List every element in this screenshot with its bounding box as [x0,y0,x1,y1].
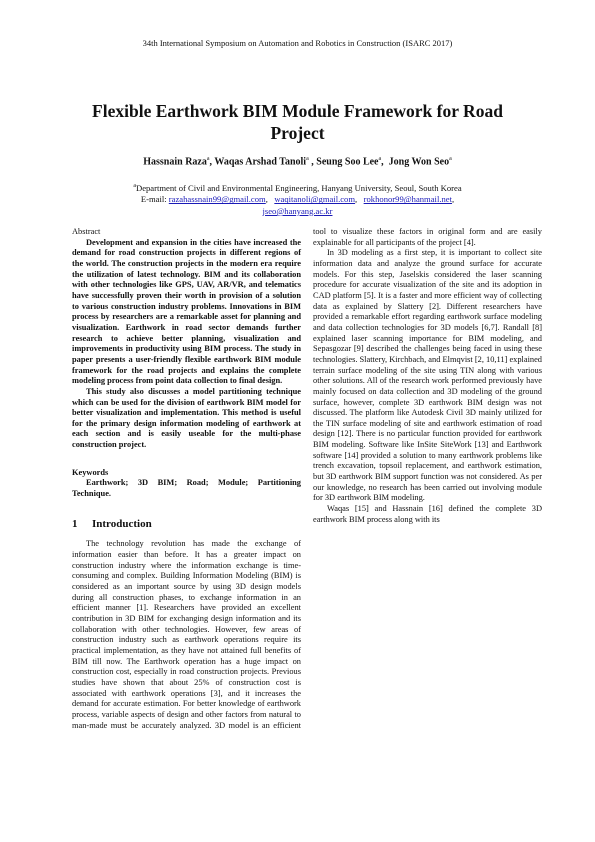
keywords-heading: Keywords [72,467,109,477]
section-heading [72,519,301,530]
author-name: Hassnain Raza [143,156,207,168]
body-paragraph: The technology revolution has made the exchange of information easier than before. It has a greater impact on construction industry where the information exchange is time-consuming and complex. Building Information Modeling (BIM) is considered as an important source by using 3D design models during all construction phases, to exchange information in an efficient manner [1]. Researchers have provided an excellent contribution in 3D BIM for exchanging design information and its collaboration with other technologies. However, few areas of construction industry such as earthwork operations require its practical implementation, as they have not attained full benefits of BIM till now. The Earthwork operation has a huge impact on construction cost, especially in road construction projects. Previous studies have shown that about 25% of construction cost is associated with earthwork operations [3], and it increases the demand for accurate estimation. For better knowledge of earthwork process, variable aspects of design and other factors from natural to man-made must be accurately analyzed. 3D model is an efficient [72,539,301,730]
author-affil-mark: a [206,156,210,162]
paper-title: Flexible Earthwork BIM Module Framework for Road Project [92,101,503,143]
section-number: 1 [72,517,78,530]
author-affil-mark: a [449,156,452,162]
author-list: Hassnain Raza$^a$, Waqas Arshad Tanoli$^a$ , Seung Soo Lee$^a$, Jong Won Seo$^a$ [143,156,452,168]
author-name: Waqas Arshad Tanoli [214,156,307,168]
affiliation-block [40,181,555,217]
email-line: E-mail: razahassnain99@gmail.com, waqitanoli@gmail.com, rokhonor99@hanmail.net, [140,194,455,205]
section-title: Introduction [92,517,152,530]
email-link[interactable]: waqitanoli@gmail.com [274,194,356,205]
email-link[interactable]: jseo@hanyang.ac.kr [262,205,333,216]
email-label: E-mail: [140,194,167,205]
affiliation-mark: a [133,183,136,189]
author-name: Seung Soo Lee [316,156,379,168]
body-paragraph: In 3D modeling as a first step, it is important to collect site information data and analyze the ground surface for accurate models. For this step, Jaselskis considered the laser scanning procedure for accurate visualization of the site and its adoption in CAD platform [5]. It is a faster and more efficient way of collecting data as explained by Slattery [2]. Different researchers have provided a remarkable effort regarding earthwork surface modeling and data collection technologies for 3D models [6,7]. Randall [8] explained laser scanning importance for BIM modeling, and Sepasgozar [9] described the challenges being faced in using these technologies. Slattery, Kirchbach, and Elmqvist [2, 10,11] explained terrain surface modeling of the site using TIN along with various other solutions. All of the research work performed previously have mainly focused on data collection and 3D modeling of the ground surface, however, complete 3D earthwork BIM design was not discussed. The platform like Autodesk Civil 3D mainly utilized for the TIN surface modeling of site and earthwork estimation of road design [12]. There is no particular function provided for earthwork BIM modeling. Software like InSite SiteWork [13] and Earthwork software [14] provided a solution to many earthwork problems like trench excavation, topsoil replacement, and earthwork estimation, but 3D earthwork BIM support function was not considered. As per our knowledge, no research has been carried out involving module for 3D earthwork BIM modeling. [313,248,542,503]
right-column [313,227,542,525]
abstract-heading: Abstract [72,227,101,236]
body-paragraph-continued: tool to visualize these factors in original form and are easily explainable for all participants of the project [4]. [313,227,542,247]
body-paragraph: Waqas [15] and Hassnain [16] defined the complete 3D earthwork BIM process along with its [313,504,542,524]
affiliation-department: Department of Civil and Environmental Engineering, Hanyang University, Seoul, South Korea [135,182,462,193]
running-header: 34th International Symposium on Automation and Robotics in Construction (ISARC 2017) [142,38,453,48]
author-affil-mark: a [378,156,382,162]
abstract-paragraph: This study also discusses a model partitioning technique which can be used for the division of earthwork BIM model for better visualization and implementation. This method is useful for the primary design information modeling of earthwork at each section and is easily useable for the multi-phase construction project. [72,386,301,450]
author-name: Jong Won Seo [388,156,450,168]
email-link[interactable]: razahassnain99@gmail.com [168,194,266,205]
email-link[interactable]: rokhonor99@hanmail.net [363,194,452,205]
abstract-paragraph: Development and expansion in the cities have increased the demand for road construction projects in different regions of the world. The construction projects in the modern era require the utilization of latest technology. BIM and its collaboration with other technologies like GPS, UAV, AR/VR, and telematics have successfully proven their worth in provision of a solution to various construction industry problems. Innovations in BIM process by researchers are a remarkable asset for planning and visualization. Earthwork in road sector demands further research to achieve better planning, visualization and improvements in productivity using BIM process. The study in paper presents a user-friendly flexible earthwork BIM module framework for the road projects and explains the complete modeling process from point data collection to final design. [72,237,301,386]
email-line [40,206,555,218]
author-affil-mark: a [306,156,309,162]
left-column [72,227,301,731]
affiliation-line [40,181,555,194]
keywords-text: Earthwork; 3D BIM; Road; Module; Partitioning Technique. [72,478,301,499]
